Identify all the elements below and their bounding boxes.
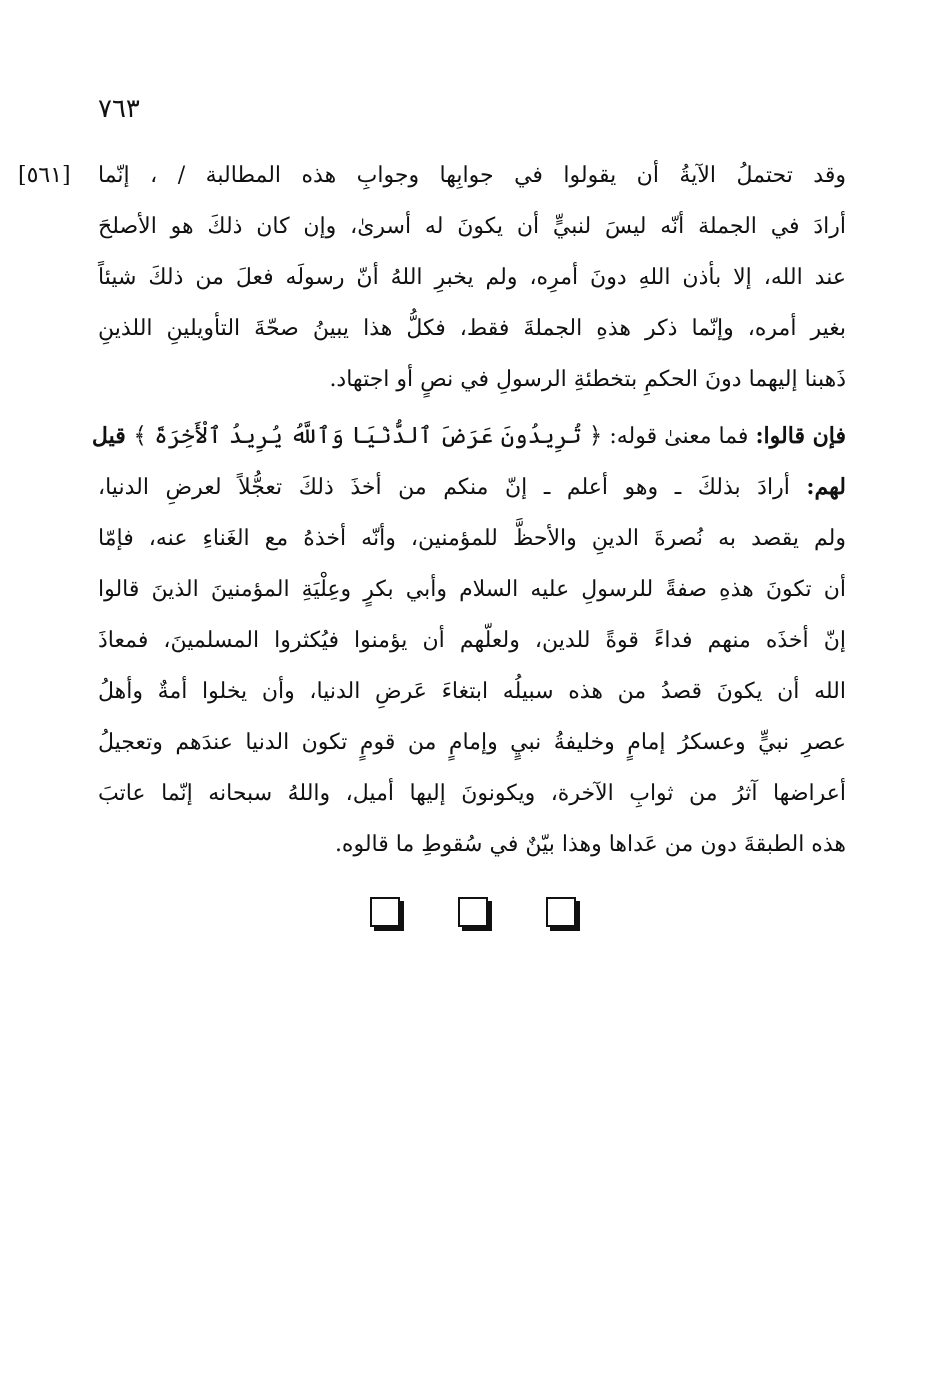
paragraph-2-line-5: إنّ أخذَه منهم فداءً قوةً للدين، ولعلّهم أن يؤمنوا فيُكثروا المسلمينَ، فمعاذَ <box>98 628 846 653</box>
paragraph-2-line-8: أعراضها آثرُ من ثوابِ الآخرة، ويكونونَ إليها أميل، واللهُ سبحانه إنّما عاتبَ <box>98 781 846 806</box>
paragraph-1 <box>98 150 846 405</box>
paragraph-2-line-4: أن تكونَ هذهِ صفةً للرسولِ عليه السلام وأبي بكرٍ وعِلْيَةِ المؤمنينَ الذينَ قالوا <box>98 577 846 602</box>
answer-lead-part-2: لهم: <box>806 474 846 500</box>
quran-verse: ﴿ تُرِيدُونَ عَرَضَ ٱلدُّنْيَا وَٱللَّهُ يُرِيدُ ٱلْأَخِرَةَ ﴾ <box>133 423 603 449</box>
question-text: فما معنىٰ قوله: <box>602 424 756 449</box>
paragraph-1-line-5: ذَهبنا إليهما دونَ الحكمِ بتخطئةِ الرسولِ في نصٍ أو اجتهاد. <box>329 367 846 392</box>
page-number: ٧٦٣ <box>98 94 140 124</box>
answer-lead-part-1: قيل <box>91 423 134 449</box>
answer-text: أرادَ بذلكَ ـ وهو أعلم ـ إنّ منكم من أخذَ ذلكَ تعجُّلاً لعرضِ الدنيا، <box>98 475 807 500</box>
square-shadow-icon <box>458 897 488 927</box>
paragraph-1-line-4: بغير أمره، وإنّما ذكر هذهِ الجملةَ فقط، فكلُّ هذا يبينُ صحّةَ التأويلينِ اللذينِ <box>98 316 846 341</box>
paragraph-2-line-1 <box>91 411 846 462</box>
paragraph-2-line-9: هذه الطبقةَ دون من عَداها وهذا بيّنٌ في سُقوطِ ما قالوه. <box>334 832 846 857</box>
paragraph-1-line-1: وقد تحتملُ الآيةُ أن يقولوا في جوابِها وجوابِ هذه المطالبة / ، إنّما <box>98 163 846 188</box>
paragraph-1-line-3: عند الله، إلا بأذن اللهِ دونَ أمرِه، ولم يخبرِ اللهُ أنّ رسولَه فعلَ من ذلكَ شيئاً <box>98 265 846 290</box>
square-shadow-icon <box>370 897 400 927</box>
paragraph-2-line-2 <box>98 462 846 513</box>
paragraph-2-line-6: الله أن يكونَ قصدُ من هذه سبيلُه ابتغاءَ عَرضِ الدنيا، وأن يخلوا أمةٌ وأهلُ <box>98 679 846 704</box>
paragraph-2 <box>91 411 846 870</box>
square-shadow-icon <box>546 897 576 927</box>
margin-page-reference: [٥٦١] <box>18 163 71 188</box>
paragraph-2-line-3: ولم يقصد به نُصرةَ الدينِ والأحظَّ للمؤمنين، وأنّه أخذهُ مع الغَناءِ عنه، فإمّا <box>98 526 846 551</box>
section-end-ornament <box>370 897 580 929</box>
question-lead: فإن قالوا: <box>755 423 846 449</box>
paragraph-1-line-2: أرادَ في الجملة أنّه ليسَ لنبيٍّ أن يكونَ له أسرىٰ، وإن كان ذلكَ هو الأصلحَ <box>98 214 846 239</box>
paragraph-2-line-7: عصرِ نبيٍّ وعسكرُ إمامٍ وخليفةُ نبيٍ وإمامٍ من قومٍ تكون الدنيا عندَهم وتعجيلُ <box>98 730 846 755</box>
